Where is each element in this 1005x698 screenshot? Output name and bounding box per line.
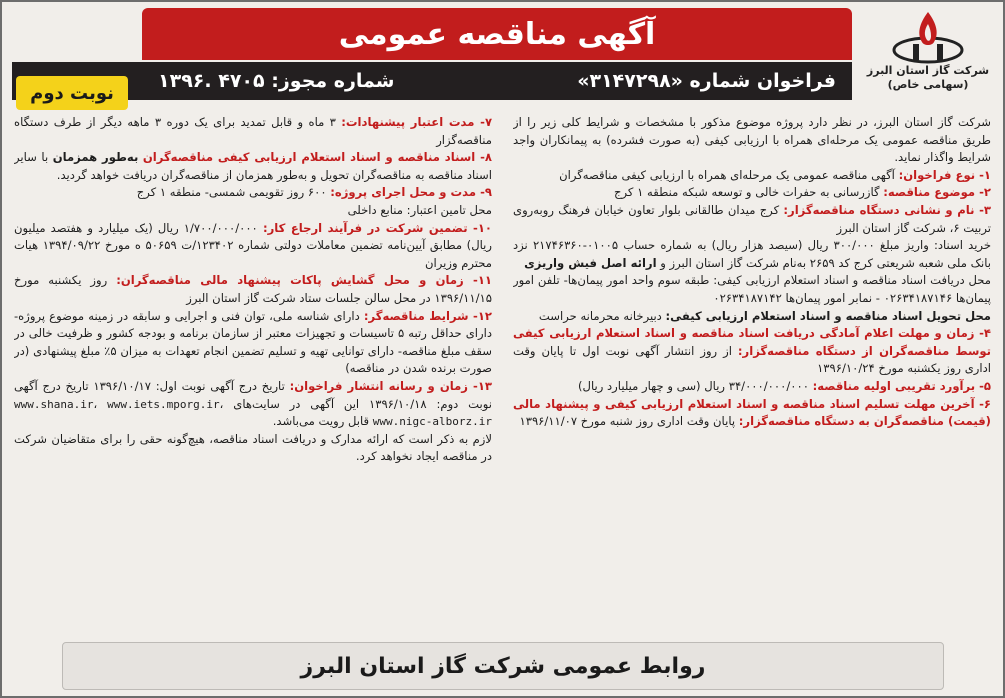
section-13-body: تاریخ درج آگهی نوبت اول: ۱۳۹۶/۱۰/۱۷ تاریخ درج آگهی نوبت دوم: ۱۳۹۶/۱۰/۱۸ این آگهی در سایت‌های xyxy=(14,378,492,411)
section-2-heading: ۲- موضوع مناقصه: xyxy=(883,185,991,200)
section-6-heading: ۶- آخرین مهلت تسلیم اسناد مناقصه و اسناد استعلام ارزیابی کیفی و پیشنهاد مالی (قیمت) مناقصه‌گران به دستگاه مناقصه‌گزار: xyxy=(513,396,991,429)
footer-text: روابط عمومی شرکت گاز استان البرز xyxy=(300,653,706,679)
delivery-heading: محل تحویل اسناد مناقصه و اسناد استعلام ارزیابی کیفی: xyxy=(665,308,991,323)
section-9-funding: محل تامین اعتبار: منابع داخلی xyxy=(347,202,492,217)
section-13: ۱۳- زمان و رسانه انتشار فراخوان: تاریخ درج آگهی نوبت اول: ۱۳۹۶/۱۰/۱۷ تاریخ درج آگهی نوبت دوم: ۱۳۹۶/۱۰/۱۸ این آگهی در سایت‌های www.shana.ir، www.iets.mporg.ir، www.nigc-alborz.ir قابل رویت می‌باشد. xyxy=(14,378,492,429)
section-12-heading: ۱۲- شرایط مناقصه‌گر: xyxy=(363,308,492,323)
section-7 xyxy=(14,114,492,149)
purchase-bold: ارائه اصل فیش واریزی xyxy=(524,255,657,270)
footer-signature xyxy=(62,642,944,690)
section-3-receive: محل دریافت اسناد مناقصه و اسناد استعلام ارزیابی کیفی: طبقه سوم واحد امور پیمان‌ها- تلفن امور پیمان‌ها ۰۲۶۳۴۱۸۷۱۴۶ - نمابر امور پیمان‌ها ۰۲۶۳۴۱۸۷۱۴۲ xyxy=(513,273,991,305)
closing-note: لازم به ذکر است که ارائه مدارک و دریافت اسناد مناقصه، هیچ‌گونه حقی را برای متقاضیان شرکت در مناقصه ایجاد نخواهد کرد. xyxy=(14,431,492,464)
intro-paragraph: شرکت گاز استان البرز، در نظر دارد پروژه موضوع مذکور با مشخصات و شرایط کلی زیر را از طریق مناقصه عمومی یک مرحله‌ای همراه با ارزیابی کیفی (به صورت فشرده) به پیمانکاران واجد شرایط واگذار نماید. xyxy=(513,115,991,165)
section-4-heading: ۴- زمان و مهلت اعلام آمادگی دریافت اسناد مناقصه و اسناد استعلام ارزیابی کیفی توسط مناقصه‌گران از دستگاه مناقصه‌گزار: xyxy=(513,326,991,358)
logo-company-name: شرکت گاز استان البرز xyxy=(866,64,990,77)
section-8 xyxy=(14,149,492,184)
section-5-body: ۳۴/۰۰۰/۰۰۰/۰۰۰ ریال (سی و چهار میلیارد ریال) xyxy=(578,378,809,393)
section-10-body: ۱/۷۰۰/۰۰۰/۰۰۰ ریال (یک میلیارد و هفتصد میلیون ریال) مطابق آیین‌نامه تضمین معاملات دولتی شماره ۱۲۳۴۰۲/ت ۵۰۶۵۹ ه مورخ ۱۳۹۴/۰۹/۲۲ هیات محترم وزیران xyxy=(14,220,492,270)
logo-company-type: (سهامی خاص) xyxy=(887,78,969,91)
title-banner xyxy=(142,8,852,60)
section-10-heading: ۱۰- تضمین شرکت در فرآیند ارجاع کار: xyxy=(262,220,492,235)
section-4 xyxy=(513,325,991,378)
section-3-purchase xyxy=(513,237,991,272)
company-logo xyxy=(863,8,993,98)
section-2-body: گازرسانی به حفرات خالی و توسعه شبکه منطقه ۱ کرج xyxy=(613,185,880,200)
call-info-bar xyxy=(12,62,852,100)
section-1-body: آگهی مناقصه عمومی یک مرحله‌ای همراه با ارزیابی کیفی مناقصه‌گران xyxy=(559,167,895,182)
section-8-bold: به‌طور همزمان xyxy=(52,150,139,165)
section-5-heading: ۵- برآورد تقریبی اولیه مناقصه: xyxy=(812,378,991,393)
section-6-body: پایان وقت اداری روز شنبه مورخ ۱۳۹۶/۱۱/۰۷ xyxy=(519,414,736,429)
section-6 xyxy=(513,396,991,431)
section-2 xyxy=(513,184,991,202)
section-1 xyxy=(513,167,991,185)
round-badge: نوبت دوم xyxy=(16,76,128,110)
section-3-heading: ۳- نام و نشانی دستگاه مناقصه‌گزار: xyxy=(783,202,991,217)
right-column xyxy=(513,114,991,644)
section-9 xyxy=(14,184,492,202)
website-link-nigc[interactable]: www.nigc-alborz.ir xyxy=(372,415,492,429)
gas-flame-logo-icon xyxy=(889,8,967,64)
section-1-heading: ۱- نوع فراخوان: xyxy=(898,167,991,182)
section-9-body: ۶۰۰ روز تقویمی شمسی- منطقه ۱ کرج xyxy=(136,185,327,200)
left-column xyxy=(14,114,492,644)
section-3-delivery xyxy=(513,308,991,326)
section-10 xyxy=(14,220,492,273)
website-link-shana[interactable]: www.shana.ir xyxy=(14,397,94,411)
section-4-body: از روز انتشار آگهی نوبت اول تا پایان وقت اداری روز یکشنبه مورخ ۱۳۹۶/۱۰/۲۴ xyxy=(513,343,991,376)
section-5 xyxy=(513,378,991,396)
section-8-heading: ۸- اسناد مناقصه و اسناد استعلام ارزیابی کیفی مناقصه‌گران xyxy=(142,150,492,165)
section-8-body: با سایر اسناد مناقصه به مناقصه‌گران تحویل و به‌طور همزمان از مناقصه‌گران دریافت خواهد گردید. xyxy=(14,150,492,182)
purchase-text: خرید اسناد: واریز مبلغ ۳۰۰/۰۰۰ ریال (سیصد هزار ریال) به شماره حساب ۰۱۰۰۵-۲۱۷۴۶۳۶۰ نزد بانک ملی شعبه شریعتی کرج کد ۲۶۵۹ به‌نام شرکت گاز استان البرز و xyxy=(513,238,991,270)
permit-number: شماره مجوز: ۴۷۰۵ .۱۳۹۶ xyxy=(158,70,395,92)
website-link-iets[interactable]: www.iets.mporg.ir xyxy=(107,397,220,411)
section-11 xyxy=(14,272,492,307)
delivery-body: دبیرخانه محرمانه حراست xyxy=(538,308,662,323)
section-7-body: ۳ ماه و قابل تمدید برای یک دوره ۳ ماهه دیگر از طرف دستگاه مناقصه‌گزار xyxy=(14,115,492,147)
section-3 xyxy=(513,202,991,237)
section-12 xyxy=(14,308,492,378)
page-title: آگهی مناقصه عمومی xyxy=(338,16,656,52)
call-number: فراخوان شماره «۳۱۴۷۲۹۸» xyxy=(577,70,836,92)
section-9-heading: ۹- مدت و محل اجرای پروژه: xyxy=(330,185,492,200)
section-11-body: روز یکشنبه مورخ ۱۳۹۶/۱۱/۱۵ در محل سالن جلسات ستاد شرکت گاز استان البرز xyxy=(14,273,492,305)
section-7-heading: ۷- مدت اعتبار پیشنهادات: xyxy=(341,115,492,129)
section-13-heading: ۱۳- زمان و رسانه انتشار فراخوان: xyxy=(289,378,492,393)
section-3-body: کرج میدان طالقانی بلوار تعاون خیابان فرهنگ روبه‌روی تربیت ۶، شرکت گاز استان البرز xyxy=(513,202,991,235)
section-12-body: دارای شناسه ملی، توان فنی و اجرایی و سابقه در زمینه موضوع پروژه- دارای حداقل رتبه ۵ تاسیسات و تجهیزات معتبر از سازمان برنامه و بودجه کشور و ظرفیت خالی در سقف مبلغ مناقصه- دارای توانایی تهیه و تسلیم تضمین انجام تعهدات به میزان ۵٪ مبلغ پیشنهادی (در صورت برنده شدن در مناقصه) xyxy=(14,308,492,376)
section-11-heading: ۱۱- زمان و محل گشایش پاکات پیشنهاد مالی مناقصه‌گران: xyxy=(116,273,492,288)
section-13-visible: قابل رویت می‌باشد. xyxy=(272,414,370,429)
